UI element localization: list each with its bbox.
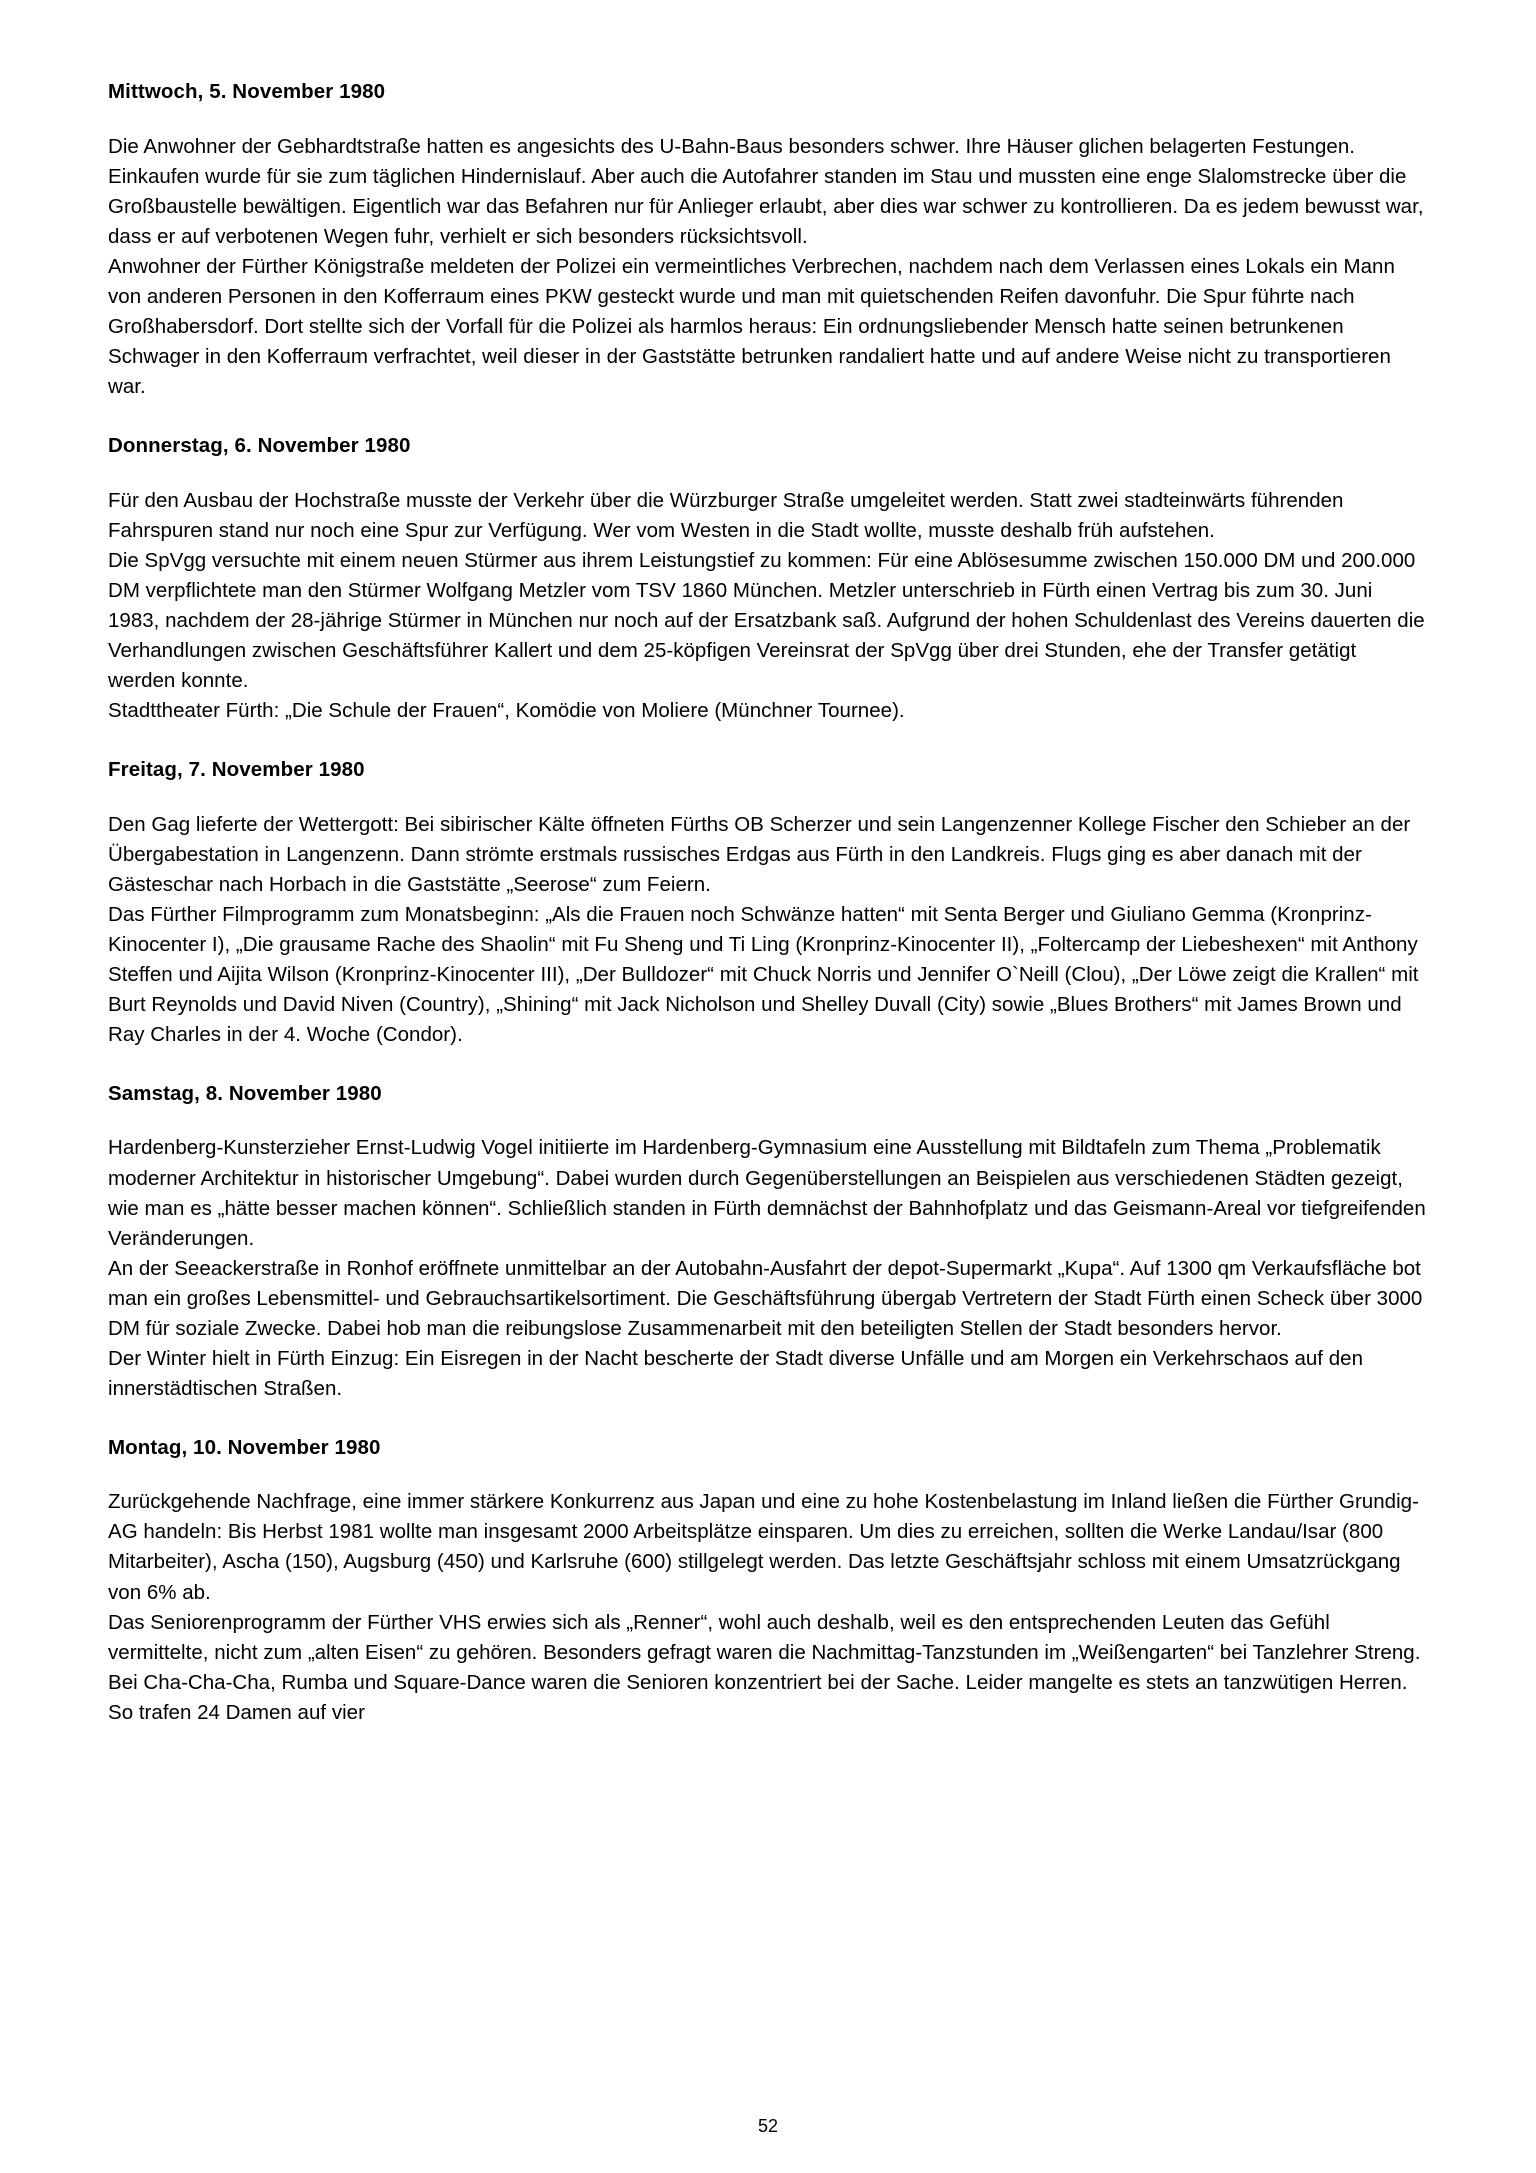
diary-entry-section	[108, 78, 1428, 402]
diary-entry-section	[108, 432, 1428, 726]
entry-heading: Freitag, 7. November 1980	[108, 757, 365, 781]
entry-heading: Montag, 10. November 1980	[108, 1435, 381, 1459]
diary-entry-section	[108, 756, 1428, 1050]
entry-paragraph: Die Anwohner der Gebhardtstraße hatten es angesichts des U-Bahn-Baus besonders schwer. Ihre Häuser glichen belagerten Festungen. Einkaufen wurde für sie zum täglichen Hindernislauf. Aber auch die Autofahrer standen im Stau und mussten eine enge Slalomstrecke über die Großbaustelle bewältigen. Eigentlich war das Befahren nur für Anlieger erlaubt, aber dies war schwer zu kontrollieren. Da es jedem bewusst war, dass er auf verbotenen Wegen fuhr, verhielt er sich besonders rücksichtsvoll.	[108, 134, 1424, 248]
entry-paragraph: Den Gag lieferte der Wettergott: Bei sibirischer Kälte öffneten Fürths OB Scherzer und sein Langenzenner Kollege Fischer den Schieber an der Übergabestation in Langenzenn. Dann strömte erstmals russisches Erdgas aus Fürth in den Landkreis. Flugs ging es aber danach mit der Gästeschar nach Horbach in die Gaststätte „Seerose“ zum Feiern.	[108, 812, 1411, 896]
document-body	[108, 78, 1428, 1728]
entry-paragraph: Das Fürther Filmprogramm zum Monatsbeginn: „Als die Frauen noch Schwänze hatten“ mit Senta Berger und Giuliano Gemma (Kronprinz-Kinocenter I), „Die grausame Rache des Shaolin“ mit Fu Sheng und Ti Ling (Kronprinz-Kinocenter II), „Foltercamp der Liebeshexen“ mit Anthony Steffen und Aijita Wilson (Kronprinz-Kinocenter III), „Der Bulldozer“ mit Chuck Norris und Jennifer O`Neill (Clou), „Der Löwe zeigt die Krallen“ mit Burt Reynolds und David Niven (Country), „Shining“ mit Jack Nicholson und Shelley Duvall (City) sowie „Blues Brothers“ mit James Brown und Ray Charles in der 4. Woche (Condor).	[108, 902, 1419, 1046]
diary-entry-section	[108, 1434, 1428, 1728]
entry-paragraph: An der Seeackerstraße in Ronhof eröffnete unmittelbar an der Autobahn-Ausfahrt der depot-Supermarkt „Kupa“. Auf 1300 qm Verkaufsfläche bot man ein großes Lebensmittel- und Gebrauchsartikelsortiment. Die Geschäftsführung übergab Vertretern der Stadt Fürth einen Scheck über 3000 DM für soziale Zwecke. Dabei hob man die reibungslose Zusammenarbeit mit den beteiligten Stellen der Stadt besonders hervor.	[108, 1256, 1423, 1340]
entry-heading: Mittwoch, 5. November 1980	[108, 80, 386, 103]
page-number: 52	[757, 2116, 779, 2136]
diary-entry-section	[108, 1080, 1428, 1404]
entry-heading: Samstag, 8. November 1980	[108, 1081, 382, 1105]
entry-paragraph: Zurückgehende Nachfrage, eine immer stärkere Konkurrenz aus Japan und eine zu hohe Kostenbelastung im Inland ließen die Fürther Grundig-AG handeln: Bis Herbst 1981 wollte man insgesamt 2000 Arbeitsplätze einsparen. Um dies zu erreichen, sollten die Werke Landau/Isar (800 Mitarbeiter), Ascha (150), Augsburg (450) und Karlsruhe (600) stillgelegt werden. Das letzte Geschäftsjahr schloss mit einem Umsatzrückgang von 6% ab.	[108, 1490, 1419, 1604]
entry-paragraph: Für den Ausbau der Hochstraße musste der Verkehr über die Würzburger Straße umgeleitet werden. Statt zwei stadteinwärts führenden Fahrspuren stand nur noch eine Spur zur Verfügung. Wer vom Westen in die Stadt wollte, musste deshalb früh aufstehen.	[108, 488, 1344, 542]
entry-paragraph: Das Seniorenprogramm der Fürther VHS erwies sich als „Renner“, wohl auch deshalb, weil es den entsprechenden Leuten das Gefühl vermittelte, nicht zum „alten Eisen“ zu gehören. Besonders gefragt waren die Nachmittag-Tanzstunden im „Weißengarten“ bei Tanzlehrer Streng. Bei Cha-Cha-Cha, Rumba und Square-Dance waren die Senioren konzentriert bei der Sache. Leider mangelte es stets an tanzwütigen Herren. So trafen 24 Damen auf vier	[108, 1610, 1421, 1724]
entry-heading: Donnerstag, 6. November 1980	[108, 433, 411, 457]
entry-paragraph: Der Winter hielt in Fürth Einzug: Ein Eisregen in der Nacht bescherte der Stadt diverse Unfälle und am Morgen ein Verkehrschaos auf den innerstädtischen Straßen.	[108, 1346, 1363, 1400]
entry-paragraph: Anwohner der Fürther Königstraße meldeten der Polizei ein vermeintliches Verbrechen, nachdem nach dem Verlassen eines Lokals ein Mann von anderen Personen in den Kofferraum eines PKW gesteckt wurde und man mit quietschenden Reifen davonfuhr. Die Spur führte nach Großhabersdorf. Dort stellte sich der Vorfall für die Polizei als harmlos heraus: Ein ordnungsliebender Mensch hatte seinen betrunkenen Schwager in den Kofferraum verfrachtet, weil dieser in der Gaststätte betrunken randaliert hatte und auf andere Weise nicht zu transportieren war.	[108, 254, 1395, 398]
entry-paragraph: Die SpVgg versuchte mit einem neuen Stürmer aus ihrem Leistungstief zu kommen: Für eine Ablösesumme zwischen 150.000 DM und 200.000 DM verpflichtete man den Stürmer Wolfgang Metzler vom TSV 1860 München. Metzler unterschrieb in Fürth einen Vertrag bis zum 30. Juni 1983, nachdem der 28-jährige Stürmer in München nur noch auf der Ersatzbank saß. Aufgrund der hohen Schuldenlast des Vereins dauerten die Verhandlungen zwischen Geschäftsführer Kallert und dem 25-köpfigen Vereinsrat der SpVgg über drei Stunden, ehe der Transfer getätigt werden konnte.	[108, 548, 1425, 692]
entry-paragraph: Stadttheater Fürth: „Die Schule der Frauen“, Komödie von Moliere (Münchner Tournee).	[108, 698, 905, 722]
entry-paragraph: Hardenberg-Kunsterzieher Ernst-Ludwig Vogel initiierte im Hardenberg-Gymnasium eine Ausstellung mit Bildtafeln zum Thema „Problematik moderner Architektur in historischer Umgebung“. Dabei wurden durch Gegenüberstellungen an Beispielen aus verschiedenen Städten gezeigt, wie man es „hätte besser machen können“. Schließlich standen in Fürth demnächst der Bahnhofplatz und das Geismann-Areal vor tiefgreifenden Veränderungen.	[108, 1136, 1426, 1250]
